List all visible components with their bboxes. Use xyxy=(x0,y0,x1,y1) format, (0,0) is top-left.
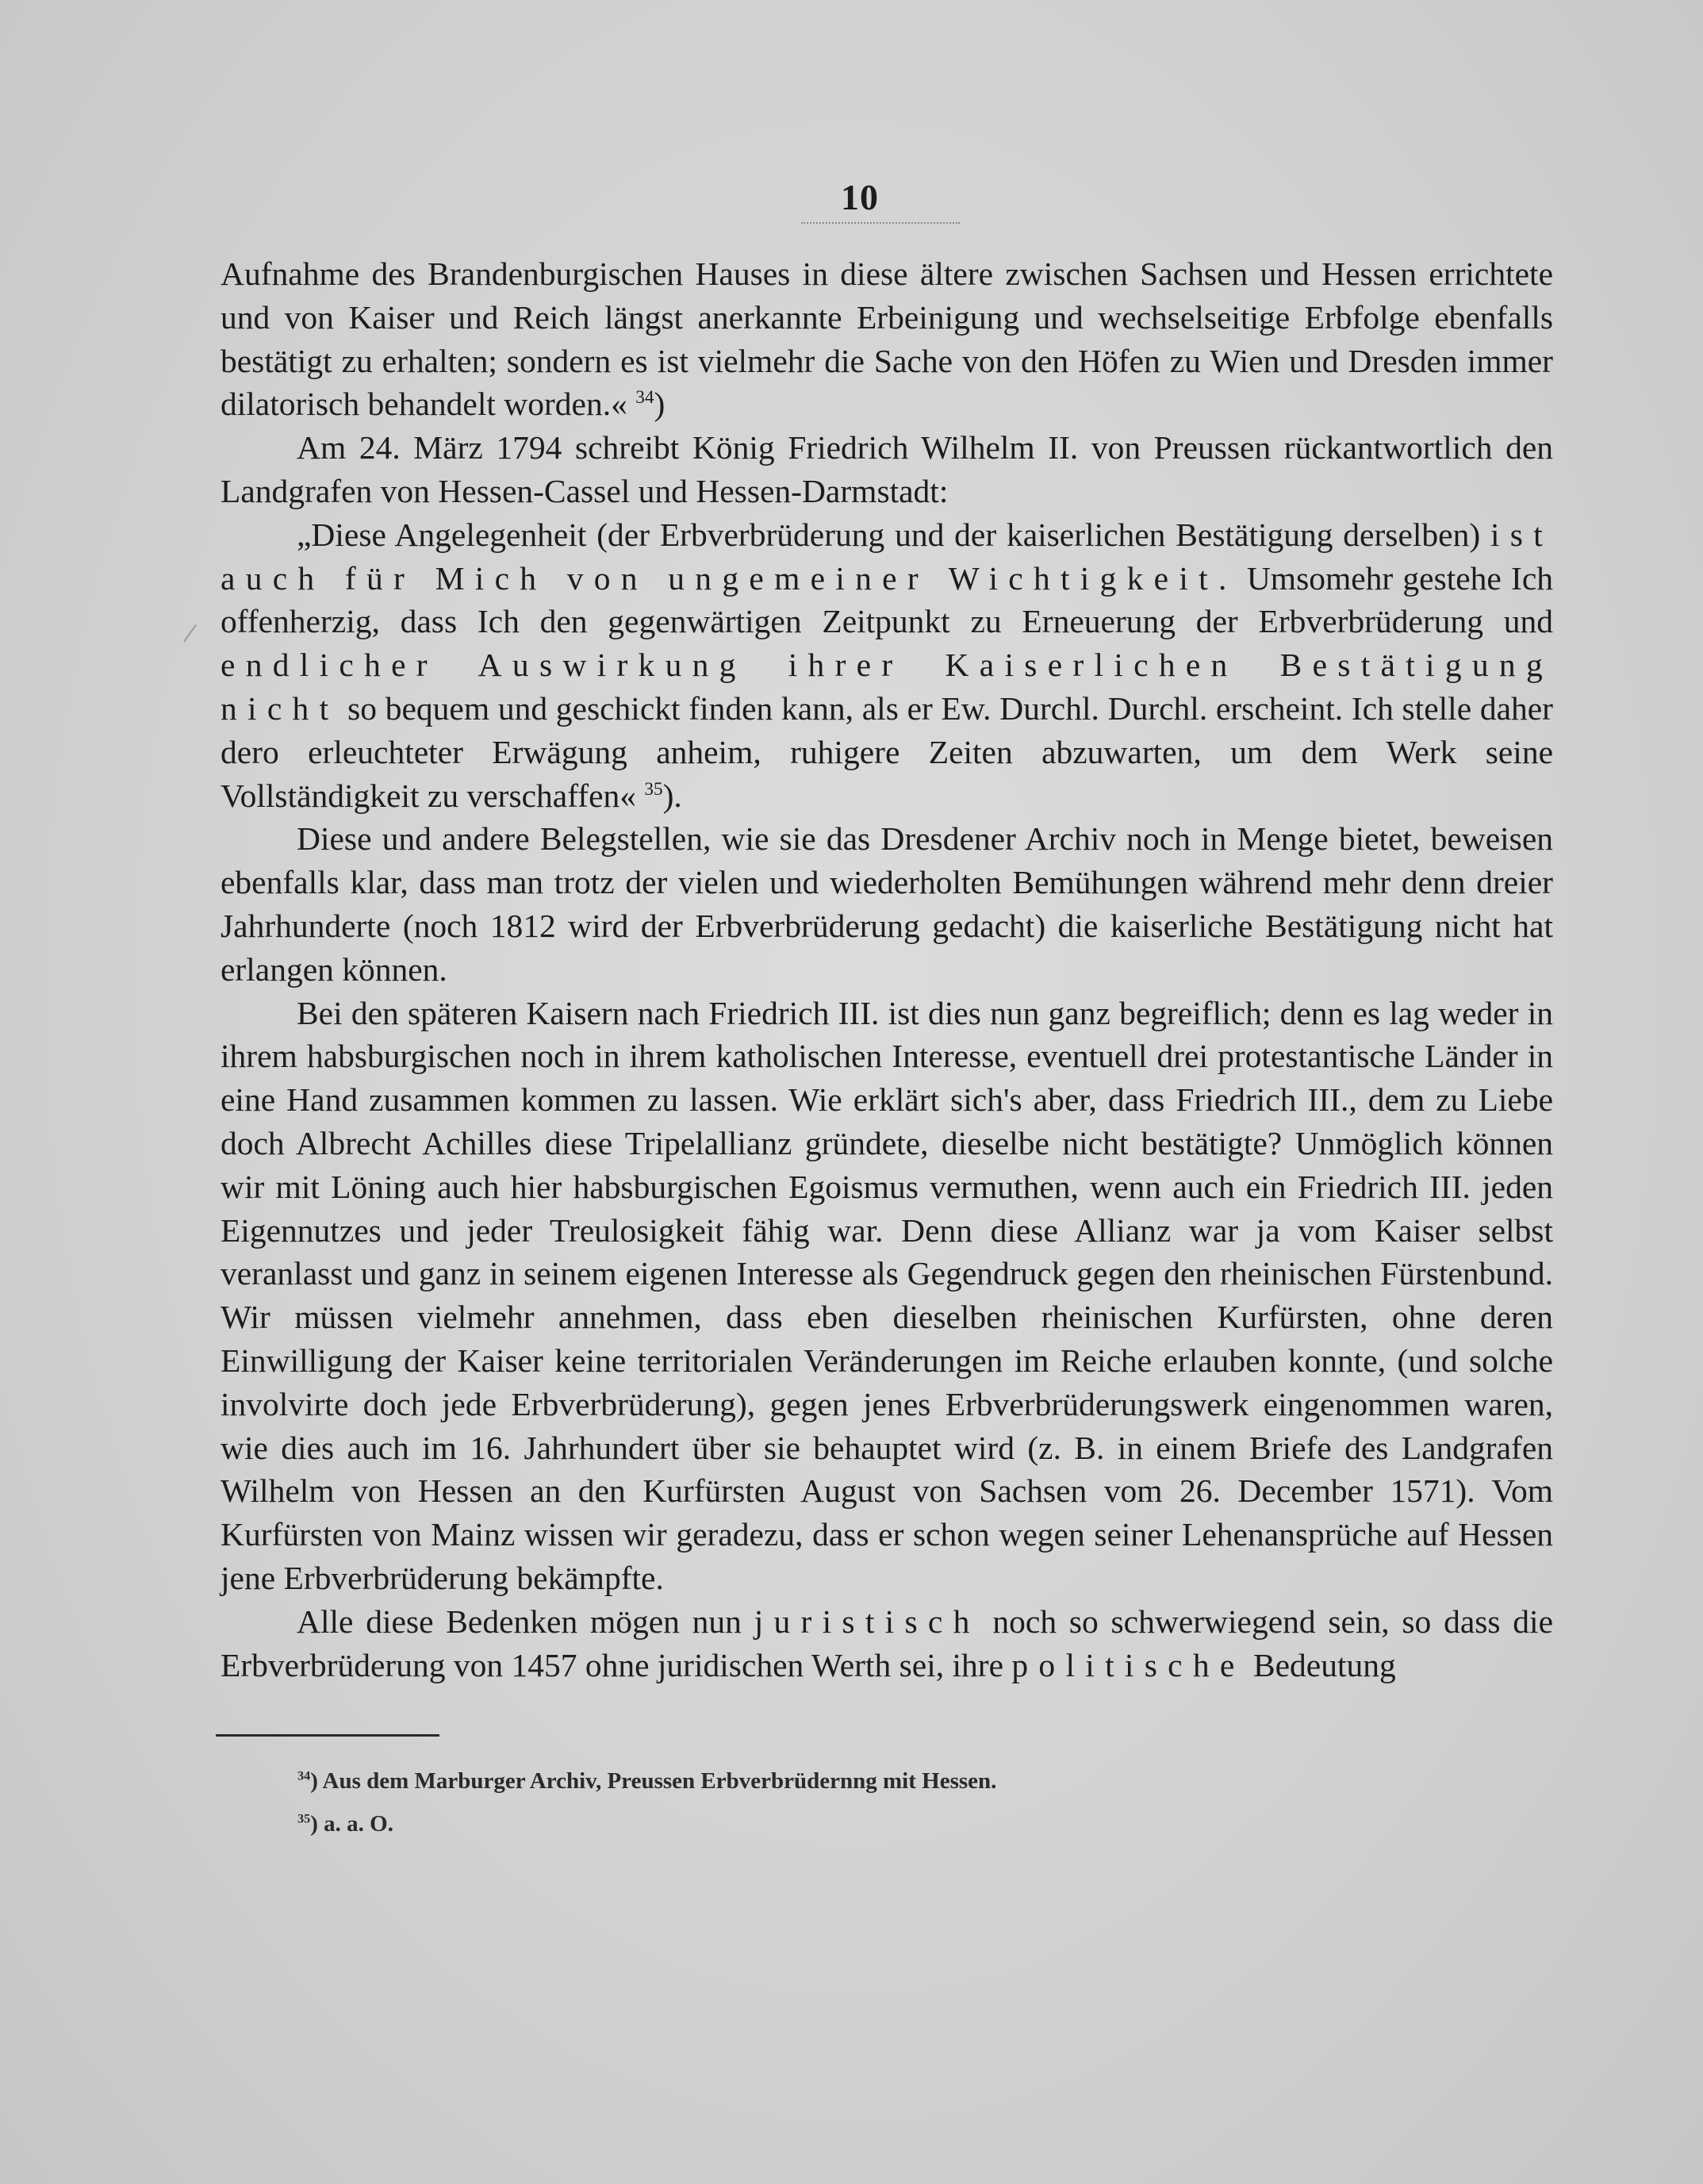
text-run: Diese und andere Belegstellen, wie sie das Dresdener Archiv noch in Menge bietet, beweisen ebenfalls klar, dass man trotz der vielen und wiederholten Bemühungen während mehr denn dreier Jahrhunderte (noch 1812 wird der Erbverbrüderung gedacht) die kaiserliche Bestätigung nicht hat erlangen können. xyxy=(221,820,1553,988)
paragraph xyxy=(221,513,1553,818)
paragraph xyxy=(221,992,1553,1600)
footnote xyxy=(297,1760,1487,1802)
paragraph xyxy=(221,252,1553,426)
text-run: ) xyxy=(654,386,665,423)
spaced-emphasis: politische xyxy=(1011,1646,1245,1683)
footnotes xyxy=(297,1760,1487,1845)
footnote-text: ) Aus dem Marburger Archiv, Preussen Erbverbrüdernng mit Hessen. xyxy=(310,1768,997,1794)
footnote-reference: 34 xyxy=(635,387,654,409)
text-run: „Diese Angelegenheit (der Erbverbrüderung und der kaiserlichen Bestätigung derselben) xyxy=(297,516,1490,553)
text-run: so bequem und geschickt finden kann, als er Ew. Durchl. Durchl. erscheint. Ich stelle daher dero erleuchteter Erwägung anheim, ruhigere Zeiten abzuwarten, um dem Werk seine Vollständigkeit zu verschaffen« xyxy=(221,689,1553,814)
paragraph xyxy=(221,426,1553,513)
text-run: Am 24. März 1794 schreibt König Friedrich Wilhelm II. von Preussen rückantwortlich den Landgrafen von Hessen-Cassel und Hessen-Darmstadt: xyxy=(221,429,1553,509)
text-run: Bedeutung xyxy=(1245,1646,1396,1683)
spaced-emphasis: juristisch xyxy=(754,1602,980,1640)
paragraph xyxy=(221,1600,1553,1687)
text-run: noch so schwerwiegend sein, so dass die Erbverbrüderung von 1457 ohne juridischen Werth sei, ihre xyxy=(221,1602,1553,1683)
spaced-emphasis: endlicher Auswirkung ihrer Kaiserlichen Bestätigung nicht xyxy=(221,647,1553,727)
text-run: ). xyxy=(662,777,682,814)
footnote xyxy=(297,1802,1487,1845)
footnote-reference: 35 xyxy=(644,778,663,800)
text-run: Aufnahme des Brandenburgischen Hauses in diese ältere zwischen Sachsen und Hessen errichtete und von Kaiser und Reich längst anerkannte Erbeinigung und wechselseitige Erbfolge ebenfalls bestätigt zu erhalten; sondern es ist vielmehr die Sache von den Höfen zu Wien und Dresden immer dilatorisch behandelt worden.« xyxy=(221,255,1553,423)
footnote-text: ) a. a. O. xyxy=(310,1811,393,1837)
footnote-mark: 34 xyxy=(297,1768,311,1783)
page-number: 10 xyxy=(841,177,879,217)
text-run: Umsomehr gestehe Ich offenherzig, dass Ich den gegenwärtigen Zeitpunkt zu Erneuerung der Erbverbrüderung und xyxy=(221,559,1553,640)
page-number-underline xyxy=(801,222,960,224)
footnote-mark: 35 xyxy=(297,1811,311,1826)
scan-artifact-mark xyxy=(183,624,197,642)
spaced-emphasis: ist auch für Mich von ungemeiner Wichtigkeit. xyxy=(221,516,1553,597)
text-run: Bei den späteren Kaisern nach Friedrich III. ist dies nun ganz begreiflich; denn es lag weder in ihrem habsburgischen noch in ihrem katholischen Interesse, eventuell drei protestantische Länder in eine Hand zusammen kommen zu lassen. Wie erklärt sich's aber, dass Friedrich III., dem zu Liebe doch Albrecht Achilles diese Tripelallianz gründete, dieselbe nicht bestätigte? Unmöglich können wir mit Löning auch hier habsburgischen Egoismus vermuthen, wenn auch ein Friedrich III. jeden Eigennutzes und jeder Treulosigkeit fähig war. Denn diese Allianz war ja vom Kaiser selbst veranlasst und ganz in seinem eigenen Interesse als Gegendruck gegen den rheinischen Fürstenbund. Wir müssen vielmehr annehmen, dass eben dieselben rheinischen Kurfürsten, ohne deren Einwilligung der Kaiser keine territorialen Veränderungen im Reiche erlauben konnte, (und solche involvirte doch jede Erbverbrüderung), gegen jenes Erbverbrüderungswerk eingenommen waren, wie dies auch im 16. Jahrhundert über sie behauptet wird (z. B. in einem Briefe des Landgrafen Wilhelm von Hessen an den Kurfürsten August von Sachsen vom 26. December 1571). Vom Kurfürsten von Mainz wissen wir geradezu, dass er schon wegen seiner Lehenansprüche auf Hessen jene Erbverbrüderung bekämpfte. xyxy=(221,994,1553,1596)
paragraph xyxy=(221,817,1553,991)
footnote-separator xyxy=(216,1734,439,1737)
body-text xyxy=(221,252,1553,1687)
text-run: Alle diese Bedenken mögen nun xyxy=(297,1602,754,1640)
